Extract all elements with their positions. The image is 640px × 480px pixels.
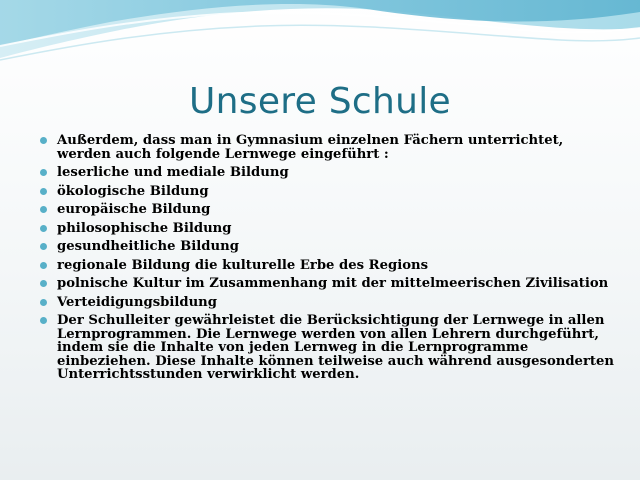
bullet-item — [40, 296, 615, 310]
bullet-list — [40, 134, 615, 387]
bullet-item — [40, 134, 615, 161]
bullet-item — [40, 314, 615, 382]
bullet-item — [40, 166, 615, 180]
bullet-text: polnische Kultur im Zusammenhang mit der mittelmeerischen Zivilisation — [57, 276, 609, 291]
bullet-icon — [40, 299, 47, 306]
bullet-icon — [40, 169, 47, 176]
bullet-text: gesundheitliche Bildung — [57, 239, 239, 254]
bullet-item — [40, 203, 615, 217]
bullet-icon — [40, 243, 47, 250]
bullet-item — [40, 222, 615, 236]
bullet-text: Verteidigungsbildung — [57, 294, 217, 310]
header-wave-decoration — [0, 0, 640, 80]
bullet-icon — [40, 317, 47, 324]
bullet-icon — [40, 280, 47, 287]
bullet-item — [40, 277, 615, 291]
bullet-icon — [40, 225, 47, 232]
bullet-icon — [40, 206, 47, 213]
bullet-text: Der Schulleiter gewährleistet die Berücksichtigung der Lernwege in allen Lernprogrammen. Die Lernwege werden von allen Lehrern durchgeführt, indem sie die Inhalte von jeden Lernweg in die Lernprogramme einbeziehen. Diese Inhalte können teilweise auch während ausgesonderten Unterrichtsstunden verwirklicht werden. — [57, 313, 614, 382]
bullet-text: europäische Bildung — [57, 202, 211, 217]
bullet-icon — [40, 137, 47, 144]
bullet-icon — [40, 188, 47, 195]
bullet-text: ökologische Bildung — [57, 183, 209, 199]
bullet-text: leserliche und mediale Bildung — [57, 165, 289, 180]
bullet-icon — [40, 262, 47, 269]
bullet-item — [40, 240, 615, 254]
bullet-item — [40, 185, 615, 199]
bullet-text: regionale Bildung die kulturelle Erbe des Regions — [57, 257, 429, 273]
slide-title: Unsere Schule — [189, 81, 451, 122]
bullet-text: philosophische Bildung — [57, 220, 232, 236]
bullet-text: Außerdem, dass man in Gymnasium einzelnen Fächern unterrichtet, werden auch folgende Lernwege eingeführt : — [57, 133, 564, 162]
bullet-item — [40, 259, 615, 273]
